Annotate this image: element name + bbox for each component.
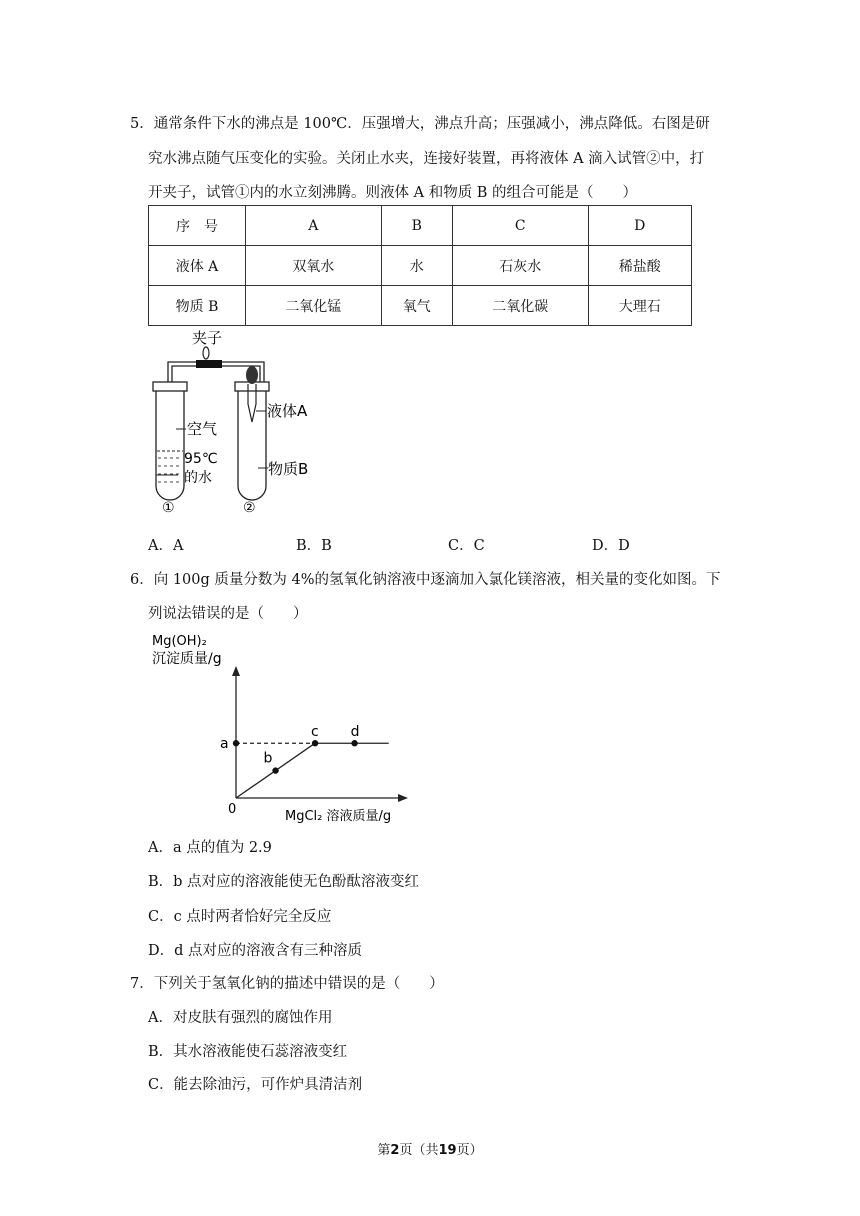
water-hatching bbox=[158, 458, 182, 482]
footer-prefix: 第 bbox=[377, 1143, 391, 1158]
q6-stem-line2: 列说法错误的是（ ） bbox=[148, 606, 308, 622]
table-cell: 二氧化锰 bbox=[246, 286, 382, 326]
liquid-a-label: 液体A bbox=[267, 402, 308, 420]
water-temp-label: 95℃ bbox=[184, 451, 218, 467]
dropper-bulb-icon bbox=[246, 366, 258, 384]
chart-point-b bbox=[272, 767, 278, 773]
chart-ylabel-line2: 沉淀质量/g bbox=[152, 651, 222, 667]
test-tube-1 bbox=[156, 391, 184, 500]
clamp-screw-icon bbox=[203, 347, 209, 359]
chart-xlabel: MgCl₂ 溶液质量/g bbox=[285, 809, 392, 824]
table-cell: 稀盐酸 bbox=[588, 246, 691, 286]
table-cell: 双氧水 bbox=[246, 246, 382, 286]
table-row bbox=[149, 206, 692, 246]
q6-chart bbox=[140, 628, 420, 828]
footer-middle: 页（共 bbox=[399, 1143, 439, 1158]
chart-point-label-d: d bbox=[350, 724, 360, 741]
footer-page-number: 2 bbox=[390, 1143, 400, 1158]
table-cell: D bbox=[588, 206, 691, 246]
chart-point-a bbox=[233, 740, 239, 746]
q7-stem-line1: 7．下列关于氢氧化钠的描述中错误的是（ ） bbox=[130, 976, 444, 992]
q5-option-b[interactable]: B．B bbox=[296, 538, 332, 554]
test-tube-2 bbox=[238, 391, 266, 500]
q7-option-a[interactable]: A．对皮肤有强烈的腐蚀作用 bbox=[148, 1010, 333, 1026]
table-cell: 物质 B bbox=[149, 286, 246, 326]
q5-stem-line3: 开夹子，试管①内的水立刻沸腾。则液体 A 和物质 B 的组合可能是（ ） bbox=[148, 185, 638, 201]
q5-options-table bbox=[148, 205, 692, 326]
tube1-label: ① bbox=[162, 500, 175, 516]
q5-apparatus-figure bbox=[140, 326, 340, 520]
q6-option-b[interactable]: B．b 点对应的溶液能使无色酚酞溶液变红 bbox=[148, 874, 420, 890]
y-axis-arrow-icon bbox=[232, 666, 240, 676]
q5-stem-line1: 5．通常条件下水的沸点是 100℃．压强增大，沸点升高；压强减小，沸点降低。右图是研 bbox=[130, 116, 710, 132]
chart-ylabel-line1: Mg(OH)₂ bbox=[152, 634, 207, 649]
footer-suffix: 页） bbox=[456, 1143, 483, 1158]
chart-point-label-c: c bbox=[311, 724, 319, 741]
air-label: 空气 bbox=[187, 420, 218, 438]
table-cell: 水 bbox=[381, 246, 452, 286]
table-cell: 液体 A bbox=[149, 246, 246, 286]
q5-option-c[interactable]: C．C bbox=[448, 538, 485, 554]
table-cell: 序 号 bbox=[149, 206, 246, 246]
q7-option-b[interactable]: B．其水溶液能使石蕊溶液变红 bbox=[148, 1044, 348, 1060]
stopper-1 bbox=[153, 382, 187, 391]
water-label: 的水 bbox=[184, 470, 212, 486]
q6-option-a[interactable]: A．a 点的值为 2.9 bbox=[148, 840, 272, 856]
table-cell: 二氧化碳 bbox=[452, 286, 588, 326]
q6-option-d[interactable]: D．d 点对应的溶液含有三种溶质 bbox=[148, 943, 363, 959]
table-cell: C bbox=[452, 206, 588, 246]
q5-stem-line2: 究水沸点随气压变化的实验。关闭止水夹，连接好装置，再将液体 A 滴入试管②中，打 bbox=[148, 151, 705, 167]
clamp-icon bbox=[196, 360, 222, 368]
x-axis-arrow-icon bbox=[398, 794, 408, 802]
q6-stem-line1: 6．向 100g 质量分数为 4%的氢氧化钠溶液中逐滴加入氯化镁溶液，相关量的变化如图。下 bbox=[130, 572, 721, 588]
clamp-label: 夹子 bbox=[192, 329, 223, 347]
q7-option-c[interactable]: C．能去除油污，可作炉具清洁剂 bbox=[148, 1077, 363, 1093]
table-cell: B bbox=[381, 206, 452, 246]
tube2-label: ② bbox=[243, 500, 256, 516]
footer-total-pages: 19 bbox=[438, 1143, 457, 1158]
table-cell: 石灰水 bbox=[452, 246, 588, 286]
table-cell: A bbox=[246, 206, 382, 246]
q6-option-c[interactable]: C．c 点时两者恰好完全反应 bbox=[148, 909, 332, 925]
table-row bbox=[149, 286, 692, 326]
chart-point-d bbox=[351, 740, 357, 746]
chart-origin-label: 0 bbox=[228, 802, 237, 817]
table-cell: 氧气 bbox=[381, 286, 452, 326]
chart-point-label-b: b bbox=[263, 750, 273, 767]
chart-point-label-a: a bbox=[220, 736, 229, 753]
chart-point-c bbox=[312, 740, 318, 746]
table-cell: 大理石 bbox=[588, 286, 691, 326]
q5-option-d[interactable]: D．D bbox=[592, 538, 630, 554]
substance-b-label: 物质B bbox=[268, 460, 309, 478]
q5-option-a[interactable]: A．A bbox=[148, 538, 184, 554]
table-row bbox=[149, 246, 692, 286]
page-footer bbox=[0, 1139, 860, 1158]
